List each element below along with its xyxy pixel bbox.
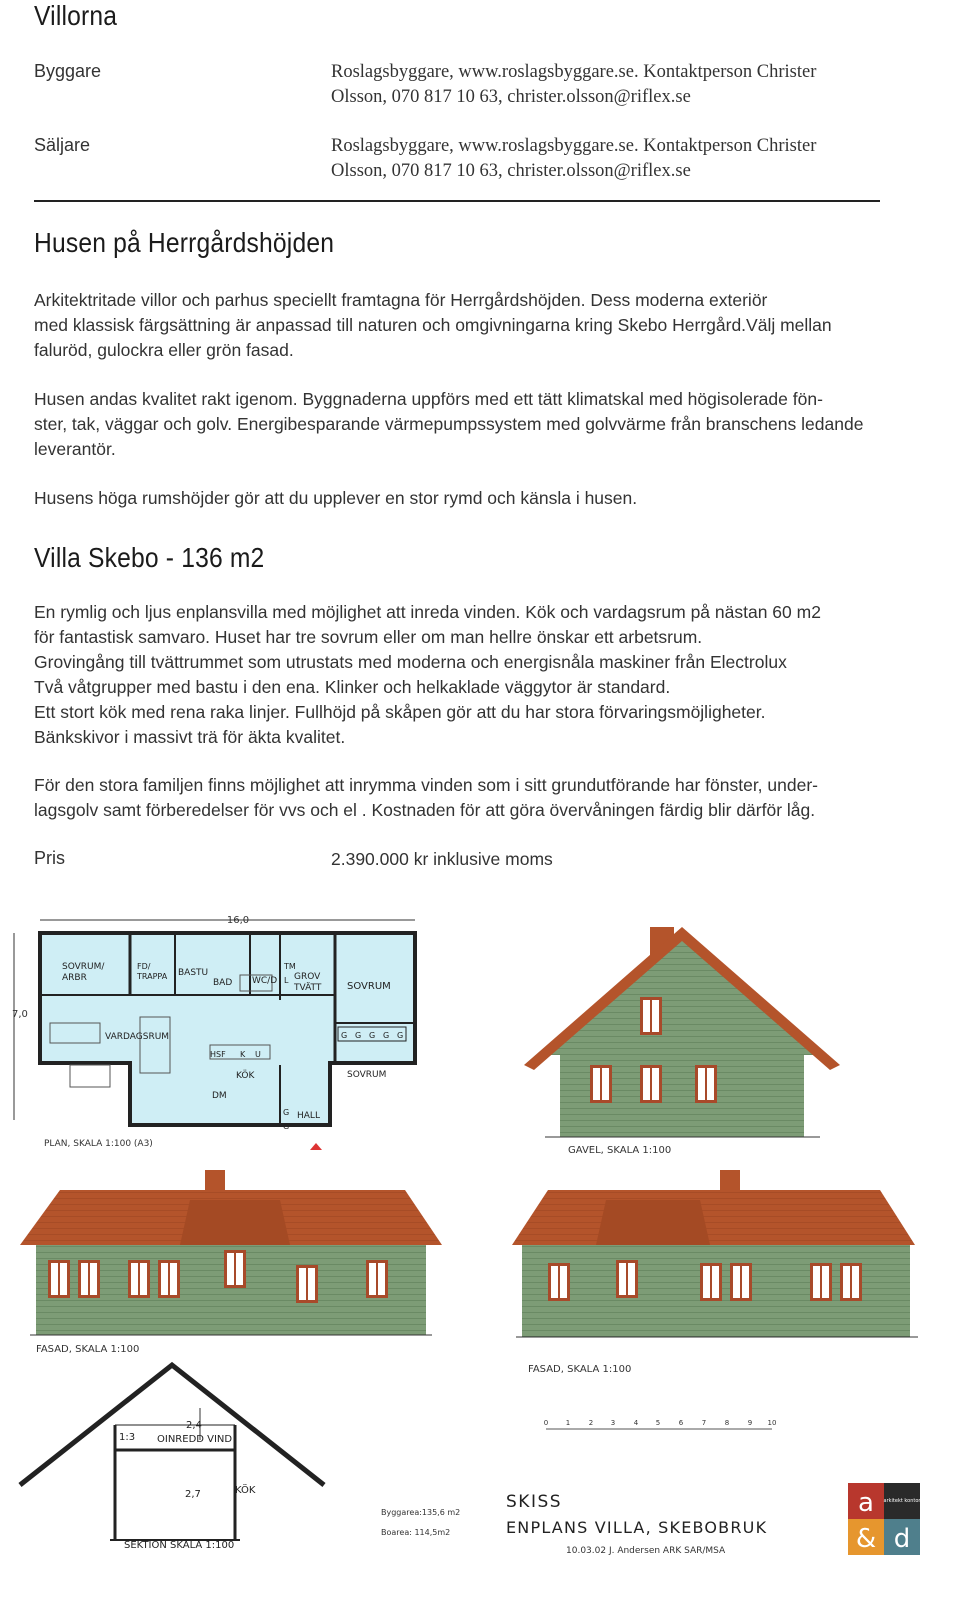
seller-line-2: Olsson, 070 817 10 63, christer.olsson@riflex.se (331, 161, 691, 181)
intro-line: Arkitektritade villor och parhus speciellt framtagna för Herrgårdshöjden. Dess moderna exteriör (34, 290, 768, 310)
villa-line: för fantastisk samvaro. Huset har tre sovrum eller om man hellre önskar ett arbetsrum. (34, 627, 703, 647)
price-label: Pris (34, 848, 65, 868)
architect-logo (848, 1483, 921, 1555)
scale-tick: 7 (701, 1419, 707, 1427)
plan-room-label: TM (284, 962, 296, 971)
quality-line: Husen andas kvalitet rakt igenom. Byggnaderna uppförs med ett tätt klimatskal med högisolerade fön- (34, 389, 823, 409)
logo-ampersand: & (855, 1524, 877, 1554)
plan-room-label: G (369, 1031, 376, 1040)
plan-room-label: VARDAGSRUM (105, 1032, 170, 1042)
plan-room-label: G (397, 1031, 404, 1040)
plan-room-label: L (284, 976, 289, 985)
attic-line: För den stora familjen finns möjlighet att inrymma vinden som i sitt grundutförande har fönster, under- (34, 775, 818, 795)
scale-tick: 8 (724, 1419, 730, 1427)
plan-room-label: ARBR (62, 973, 87, 983)
plan-room-label: GROV (294, 972, 321, 982)
logo-letter-d: d (893, 1524, 911, 1554)
plan-room-label: SOVRUM (347, 981, 391, 992)
facade-caption-left: FASAD, SKALA 1:100 (36, 1344, 140, 1355)
divider (34, 200, 880, 202)
title-block-line2: ENPLANS VILLA, SKEBOBRUK (506, 1518, 768, 1537)
price-value: 2.390.000 kr inklusive moms (331, 849, 553, 869)
plan-room-label: DM (212, 1091, 227, 1101)
plan-room-label: G (355, 1031, 362, 1040)
plan-room-label: KÖK (236, 1071, 255, 1081)
byggarea-text: Byggarea:135,6 m2 (381, 1508, 461, 1517)
intro-line: med klassisk färgsättning är anpassad till naturen och omgivningarna kring Skebo Herrgård.Välj mellan (34, 315, 832, 335)
scale-tick: 5 (655, 1419, 661, 1427)
scale-tick: 3 (610, 1419, 616, 1427)
plan-room-label: G (283, 1108, 290, 1117)
plan-caption: PLAN, SKALA 1:100 (A3) (44, 1139, 153, 1149)
villa-line: Ett stort kök med rena raka linjer. Fullhöjd på skåpen gör att du har stora förvaringsmöjligheter. (34, 702, 766, 722)
plan-room-label: TRAPPA (137, 972, 168, 981)
scale-tick: 10 (767, 1419, 777, 1427)
plan-dimension-side: 7,0 (12, 1009, 28, 1020)
builder-line-2: Olsson, 070 817 10 63, christer.olsson@riflex.se (331, 87, 691, 107)
architectural-drawing-sheet (0, 905, 960, 1605)
plan-room-label: G (341, 1031, 348, 1040)
section-caption: SEKTION SKALA 1:100 (124, 1540, 235, 1551)
quality-line: ster, tak, väggar och golv. Energibesparande värmepumpssystem med golvvärme från branschens ledande (34, 414, 864, 434)
page-title: Villorna (34, 0, 118, 31)
plan-dimension-top: 16,0 (226, 915, 250, 926)
plan-room-label: G (383, 1031, 390, 1040)
plan-room-label: HSF (210, 1050, 226, 1059)
scale-tick: 4 (633, 1419, 639, 1427)
ceiling-paragraph (34, 486, 914, 511)
intro-line: faluröd, gulockra eller grön fasad. (34, 340, 294, 360)
logo-letter-a: a (858, 1488, 874, 1518)
villa-line: Bänkskivor i massivt trä för äkta kvalitet. (34, 727, 346, 747)
scale-tick: 9 (747, 1419, 753, 1427)
section-label: 2,4 (186, 1420, 202, 1431)
seller-value (331, 134, 891, 184)
builder-label: Byggare (34, 61, 102, 81)
title-block-line3: 10.03.02 J. Andersen ARK SAR/MSA (566, 1546, 726, 1556)
section-label: KÖK (235, 1485, 256, 1496)
seller-line-1: Roslagsbyggare, www.roslagsbyggare.se. Kontaktperson Christer (331, 136, 817, 156)
plan-room-label: SOVRUM/ (62, 962, 105, 972)
facade-elevation-left (20, 1170, 442, 1355)
quality-line: leverantör. (34, 439, 116, 459)
plan-room-label: G (283, 1122, 290, 1131)
builder-value (331, 60, 891, 110)
intro-paragraph (34, 288, 914, 363)
plan-room-label: SOVRUM (347, 1070, 387, 1080)
villa-description (34, 600, 914, 750)
plan-room-label: HALL (297, 1111, 320, 1121)
floor-plan (12, 915, 415, 1150)
section-label: 2,7 (185, 1489, 201, 1500)
plan-room-label: K (240, 1050, 246, 1059)
builder-line-1: Roslagsbyggare, www.roslagsbyggare.se. Kontaktperson Christer (331, 62, 817, 82)
gable-caption: GAVEL, SKALA 1:100 (568, 1145, 672, 1156)
section-title-villa-skebo: Villa Skebo - 136 m2 (34, 542, 265, 573)
attic-line: lagsgolv samt förberedelser för vvs och el . Kostnaden för att göra övervåningen färdig blir därför låg. (34, 800, 816, 820)
title-block-line1: SKISS (506, 1492, 563, 1512)
drawing-svg (0, 905, 960, 1605)
plan-room-label: BASTU (178, 968, 209, 978)
plan-room-label: BAD (213, 978, 233, 988)
scale-tick: 0 (543, 1419, 549, 1427)
gable-elevation (524, 927, 840, 1156)
title-block (506, 1492, 767, 1556)
ceiling-line: Husens höga rumshöjder gör att du upplever en stor rymd och känsla i husen. (34, 488, 638, 508)
attic-paragraph (34, 773, 914, 823)
seller-label: Säljare (34, 135, 91, 155)
section-title-herrgardshojden: Husen på Herrgårdshöjden (34, 227, 335, 258)
boarea-text: Boarea: 114,5m2 (381, 1528, 451, 1537)
scale-tick: 1 (565, 1419, 571, 1427)
facade-caption-right: FASAD, SKALA 1:100 (528, 1364, 632, 1375)
section-label: 1:3 (119, 1432, 136, 1443)
quality-paragraph (34, 387, 914, 462)
villa-line: Två våtgrupper med bastu i den ena. Klinker och helkaklade väggytor är standard. (34, 677, 671, 697)
plan-room-label: FD/ (137, 962, 151, 971)
section-drawing (20, 1365, 324, 1551)
plan-room-label: WC/D (252, 976, 278, 986)
scale-bar (544, 1419, 777, 1429)
plan-room-label: TVÄTT (294, 983, 322, 993)
villa-line: En rymlig och ljus enplansvilla med möjlighet att inreda vinden. Kök och vardagsrum på nästan 60 m2 (34, 602, 821, 622)
scale-tick: 2 (588, 1419, 594, 1427)
logo-small-text: arkitekt kontor (883, 1498, 921, 1504)
facade-elevation-right (512, 1170, 918, 1375)
villa-line: Grovingång till tvättrummet som utrustats med moderna och energisnåla maskiner från Electrolux (34, 652, 787, 672)
scale-tick: 6 (678, 1419, 684, 1427)
section-label: OINREDD VIND (157, 1434, 233, 1445)
plan-room-label: U (255, 1050, 261, 1059)
